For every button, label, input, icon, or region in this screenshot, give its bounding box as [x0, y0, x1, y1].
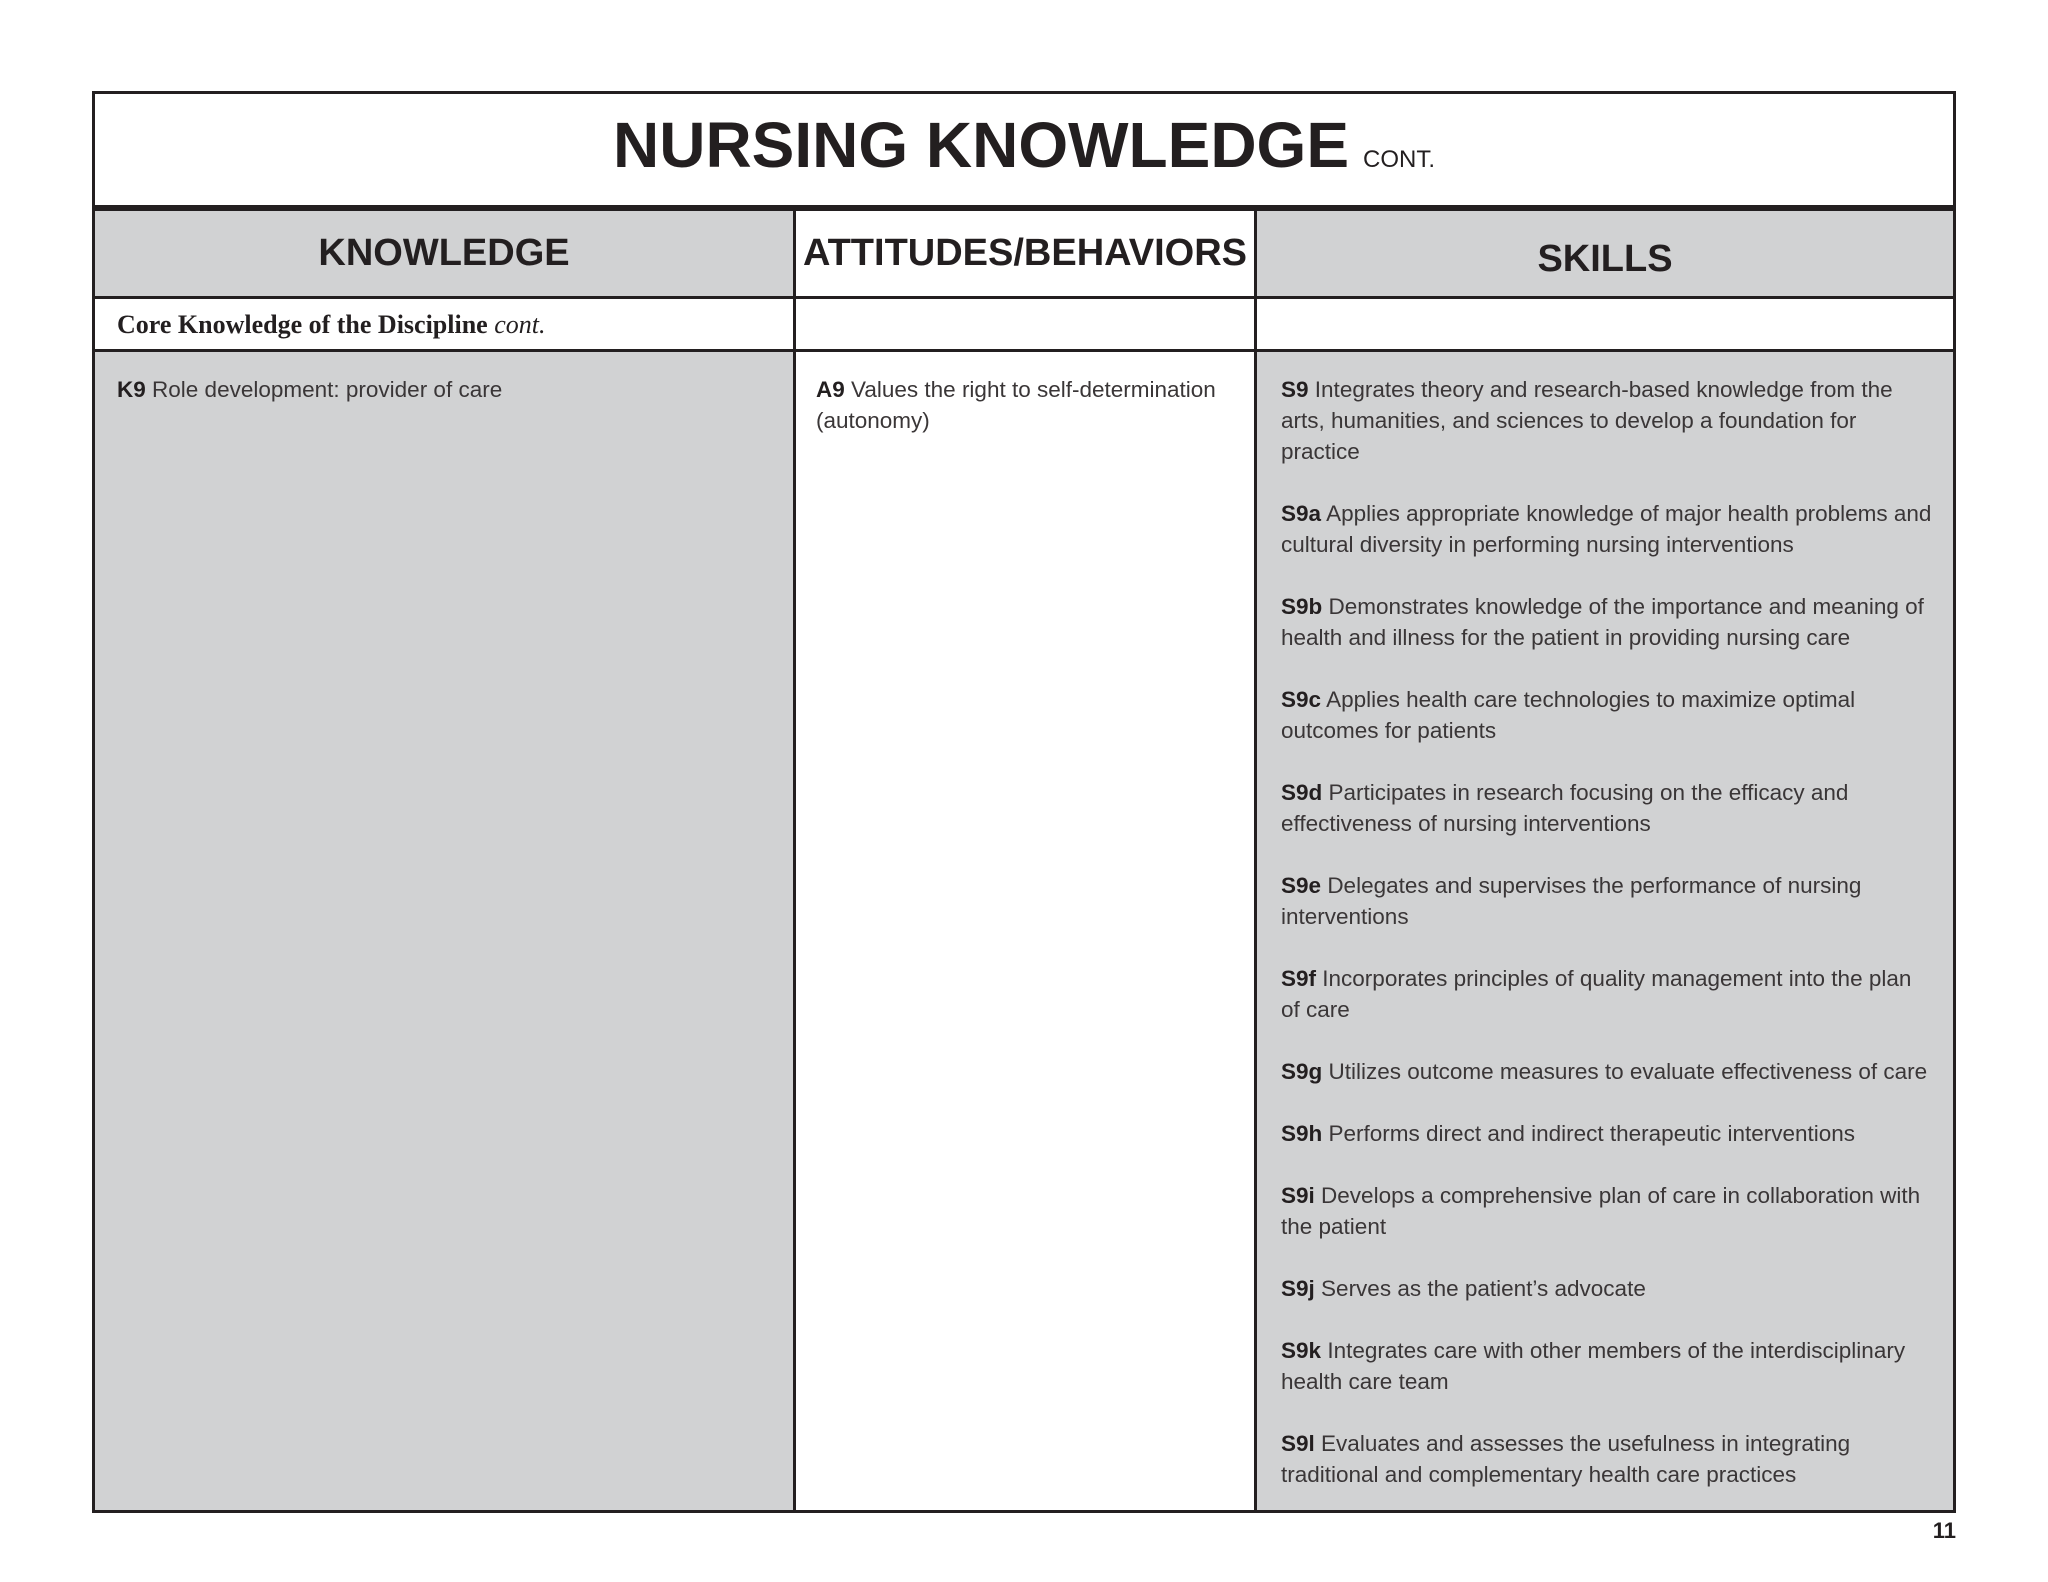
- attitudes-cell: [796, 352, 1254, 1510]
- entry-code: S9b: [1281, 594, 1323, 619]
- skill-entry: [1281, 1180, 1935, 1242]
- skill-entry: [1281, 684, 1935, 746]
- entry-code: S9e: [1281, 873, 1322, 898]
- skill-entry: [1281, 374, 1935, 467]
- entry-text: Demonstrates knowledge of the importance and meaning of health and illness for the patient in providing nursing care: [1281, 594, 1924, 650]
- entry-code: S9g: [1281, 1059, 1323, 1084]
- section-row-knowledge: [95, 299, 793, 352]
- entry-text: Incorporates principles of quality management into the plan of care: [1281, 966, 1912, 1022]
- entry-code: A9: [816, 377, 845, 402]
- entry-code: S9f: [1281, 966, 1317, 991]
- page-title-main: NURSING KNOWLEDGE: [613, 109, 1349, 181]
- entry-text: Performs direct and indirect therapeutic interventions: [1328, 1121, 1856, 1146]
- entry-code: S9h: [1281, 1121, 1323, 1146]
- competency-table: [92, 91, 1956, 1513]
- skill-entry: [1281, 498, 1935, 560]
- page-title-suffix: CONT.: [1363, 146, 1435, 173]
- column-divider: [1254, 211, 1257, 1510]
- entry-text: Role development: provider of care: [152, 377, 503, 402]
- entry-text: Values the right to self-determination (autonomy): [816, 377, 1216, 433]
- entry-text: Delegates and supervises the performance of nursing interventions: [1281, 873, 1862, 929]
- entry-text: Utilizes outcome measures to evaluate effectiveness of care: [1328, 1059, 1928, 1084]
- entry-code: S9d: [1281, 780, 1323, 805]
- skill-entry: [1281, 1056, 1935, 1087]
- entry-code: S9c: [1281, 687, 1322, 712]
- page-number: 11: [1932, 1518, 1956, 1543]
- column-divider: [793, 211, 796, 1510]
- skill-entry: [1281, 963, 1935, 1025]
- entry-text: Serves as the patient’s advocate: [1321, 1276, 1646, 1301]
- title-bar: [95, 94, 1953, 211]
- section-row-attitudes: [796, 299, 1254, 352]
- section-label-text: Core Knowledge of the Discipline: [117, 310, 488, 339]
- entry-text: Integrates care with other members of the interdisciplinary health care team: [1281, 1338, 1906, 1394]
- entry-code: S9i: [1281, 1183, 1315, 1208]
- section-label-suffix: cont.: [494, 310, 546, 339]
- page-title: [95, 108, 1953, 182]
- entry-text: Develops a comprehensive plan of care in collaboration with the patient: [1281, 1183, 1921, 1239]
- skill-entry: [1281, 1335, 1935, 1397]
- entry-text: Participates in research focusing on the efficacy and effectiveness of nursing interventions: [1281, 780, 1849, 836]
- knowledge-cell: [95, 352, 793, 1510]
- entry-text: Applies appropriate knowledge of major health problems and cultural diversity in performing nursing interventions: [1281, 501, 1932, 557]
- skill-entry: [1281, 1118, 1935, 1149]
- skill-entry: [1281, 1273, 1935, 1304]
- attitude-entry: [816, 374, 1238, 436]
- column-header-knowledge: KNOWLEDGE: [95, 211, 793, 299]
- entry-code: S9a: [1281, 501, 1322, 526]
- knowledge-entry: [117, 374, 793, 405]
- section-label: [117, 310, 545, 340]
- skill-entry: [1281, 591, 1935, 653]
- entry-text: Applies health care technologies to maximize optimal outcomes for patients: [1281, 687, 1856, 743]
- skills-cell: [1257, 352, 1953, 1510]
- entry-code: S9k: [1281, 1338, 1322, 1363]
- entry-text: Integrates theory and research-based knowledge from the arts, humanities, and sciences to develop a foundation for practice: [1281, 377, 1893, 464]
- section-row-skills: [1257, 299, 1953, 352]
- column-header-attitudes: ATTITUDES/BEHAVIORS: [796, 211, 1254, 299]
- skill-entry: [1281, 870, 1935, 932]
- entry-code: S9j: [1281, 1276, 1315, 1301]
- entry-code: S9: [1281, 377, 1309, 402]
- skill-entry: [1281, 1428, 1935, 1490]
- entry-text: Evaluates and assesses the usefulness in integrating traditional and complementary health care practices: [1281, 1431, 1851, 1487]
- entry-code: S9l: [1281, 1431, 1315, 1456]
- column-header-skills: SKILLS: [1257, 211, 1953, 299]
- entry-code: K9: [117, 377, 146, 402]
- skill-entry: [1281, 777, 1935, 839]
